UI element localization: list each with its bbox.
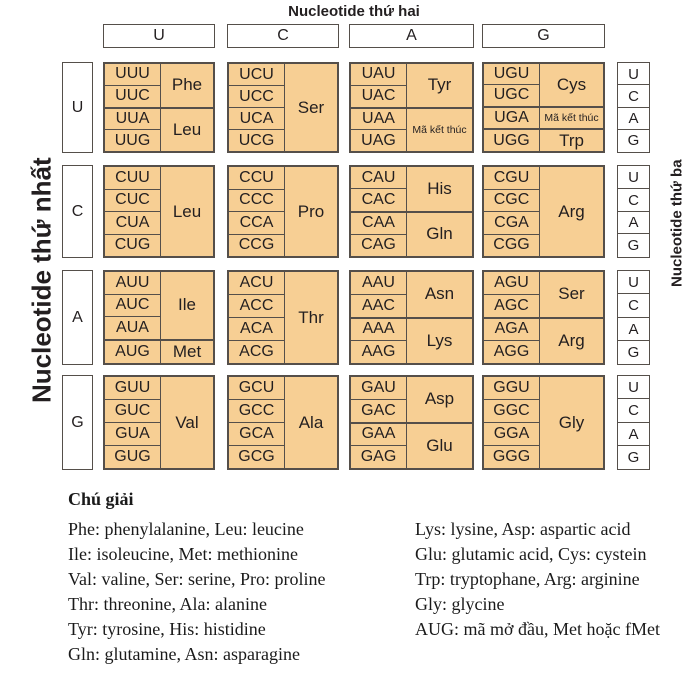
- amino-acid-cell: Leu: [172, 119, 202, 139]
- second-nucleotide-header-A: A: [349, 24, 474, 48]
- codon-block-UG: [482, 62, 605, 153]
- codon-cell: GAG: [351, 445, 406, 468]
- codon-group: [351, 377, 472, 422]
- codon-column: [351, 167, 407, 211]
- codon-cell: AUU: [115, 273, 150, 291]
- legend-line: Val: valine, Ser: serine, Pro: proline: [68, 569, 326, 589]
- codon-block-UC: [227, 62, 339, 153]
- codon-column: [105, 64, 161, 107]
- codon-cell: GGU: [493, 379, 530, 396]
- first-nucleotide-title: Nucleotide thứ nhất: [26, 157, 57, 403]
- legend-line: Lys: lysine, Asp: aspartic acid: [415, 519, 631, 539]
- codon-cell: CAU: [361, 168, 396, 186]
- codon-column: [484, 377, 540, 468]
- codon-cell: CUC: [105, 189, 160, 212]
- first-nucleotide-label-G: G: [62, 375, 93, 470]
- amino-acid-cell: Lys: [426, 330, 453, 350]
- legend-line: Tyr: tyrosine, His: histidine: [68, 619, 266, 639]
- codon-cell: CAC: [351, 188, 406, 210]
- legend-line: Trp: tryptophane, Arg: arginine: [415, 569, 640, 589]
- third-nucleotide-label: U: [617, 375, 650, 400]
- codon-cell: GGC: [484, 399, 539, 422]
- codon-column: [484, 130, 540, 151]
- codon-block-CC: [227, 165, 339, 258]
- codon-cell: AUA: [105, 316, 160, 339]
- first-nucleotide-label-A: A: [62, 270, 93, 365]
- codon-cell: UGU: [493, 65, 530, 83]
- amino-acid-cell: Cys: [556, 74, 587, 94]
- codon-group: [351, 167, 472, 211]
- codon-group: [105, 339, 213, 363]
- amino-acid-cell: Asp: [424, 389, 455, 409]
- codon-column: [105, 377, 161, 468]
- codon-cell: ACG: [229, 340, 284, 363]
- amino-acid-cell: Tyr: [427, 75, 452, 95]
- codon-column: [105, 341, 161, 363]
- codon-cell: UGG: [493, 131, 530, 149]
- codon-cell: AAG: [351, 340, 406, 363]
- amino-acid-cell: Gln: [426, 224, 453, 244]
- codon-column: [229, 167, 285, 256]
- codon-group: [351, 422, 472, 469]
- codon-cell: UCA: [229, 107, 284, 129]
- amino-acid-cell: Mã kết thúc: [412, 123, 467, 136]
- amino-acid-cell: Glu: [426, 435, 453, 455]
- codon-group: [484, 317, 603, 364]
- third-nucleotide-label: A: [617, 317, 650, 342]
- legend-line: Gly: glycine: [415, 594, 505, 614]
- amino-acid-cell: Mã kết thúc: [544, 111, 599, 124]
- third-nucleotide-stack-row-G: [617, 375, 650, 470]
- legend-line: Phe: phenylalanine, Leu: leucine: [68, 519, 304, 539]
- third-nucleotide-label: C: [617, 188, 650, 213]
- third-nucleotide-stack-row-C: [617, 165, 650, 258]
- codon-cell: CGU: [493, 168, 530, 186]
- codon-cell: AAA: [362, 320, 395, 338]
- legend-line: Thr: threonine, Ala: alanine: [68, 594, 267, 614]
- codon-block-CU: [103, 165, 215, 258]
- codon-cell: UCC: [229, 85, 284, 107]
- codon-group: [229, 167, 337, 256]
- codon-cell: AUC: [105, 294, 160, 317]
- codon-column: [484, 167, 540, 256]
- codon-cell: UUG: [105, 129, 160, 151]
- third-nucleotide-label: U: [617, 62, 650, 86]
- amino-acid-cell: Asn: [424, 284, 455, 304]
- codon-cell: UUU: [115, 65, 150, 83]
- codon-column: [351, 109, 407, 152]
- codon-cell: CUG: [105, 234, 160, 257]
- codon-cell: GUU: [114, 379, 151, 396]
- codon-block-GU: [103, 375, 215, 470]
- codon-group: [229, 377, 337, 468]
- third-nucleotide-label: G: [617, 340, 650, 365]
- third-nucleotide-label: C: [617, 398, 650, 423]
- codon-cell: CUU: [115, 168, 150, 186]
- codon-column: [229, 64, 285, 151]
- codon-cell: GCU: [238, 379, 275, 396]
- amino-acid-cell: Leu: [172, 201, 202, 221]
- codon-column: [484, 108, 540, 129]
- codon-column: [351, 213, 407, 257]
- codon-column: [105, 272, 161, 339]
- third-nucleotide-label: G: [617, 445, 650, 470]
- codon-group: [351, 211, 472, 257]
- codon-cell: GUC: [105, 399, 160, 422]
- amino-acid-cell: Ile: [178, 295, 196, 315]
- third-nucleotide-label: A: [617, 422, 650, 447]
- codon-column: [484, 319, 540, 364]
- codon-block-UU: [103, 62, 215, 153]
- codon-cell: CGG: [484, 234, 539, 257]
- codon-block-AG: [482, 270, 605, 365]
- amino-acid-cell: Pro: [297, 201, 325, 221]
- codon-block-AA: [349, 270, 474, 365]
- codon-cell: GAA: [361, 425, 396, 443]
- second-nucleotide-header-U: U: [103, 24, 215, 48]
- third-nucleotide-label: C: [617, 84, 650, 108]
- third-nucleotide-label: U: [617, 165, 650, 190]
- codon-cell: CAG: [351, 234, 406, 256]
- codon-cell: ACU: [239, 274, 274, 291]
- codon-cell: GAU: [361, 378, 396, 396]
- codon-group: [484, 377, 603, 468]
- codon-cell: AAC: [351, 294, 406, 317]
- legend-line: Gln: glutamine, Asn: asparagine: [68, 644, 300, 664]
- codon-cell: UGC: [484, 84, 539, 105]
- codon-group: [105, 167, 213, 256]
- codon-cell: GGG: [484, 445, 539, 468]
- codon-column: [351, 377, 407, 422]
- codon-group: [351, 107, 472, 152]
- codon-cell: CCA: [229, 211, 284, 234]
- codon-block-GC: [227, 375, 339, 470]
- codon-column: [105, 109, 161, 152]
- amino-acid-cell: Ser: [558, 284, 585, 304]
- legend-line: AUG: mã mở đầu, Met hoặc fMet: [415, 619, 660, 639]
- codon-block-CG: [482, 165, 605, 258]
- codon-block-GA: [349, 375, 474, 470]
- legend-heading: Chú giải: [68, 489, 134, 509]
- codon-cell: UAG: [351, 129, 406, 151]
- codon-group: [105, 64, 213, 107]
- third-nucleotide-label: A: [617, 107, 650, 131]
- codon-column: [229, 272, 285, 363]
- codon-cell: CCG: [229, 234, 284, 257]
- first-nucleotide-label-U: U: [62, 62, 93, 153]
- codon-group: [229, 64, 337, 151]
- codon-cell: UAC: [351, 85, 406, 107]
- codon-cell: AGG: [484, 340, 539, 363]
- amino-acid-cell: His: [427, 178, 452, 198]
- codon-column: [351, 319, 407, 364]
- codon-cell: AGC: [484, 294, 539, 317]
- amino-acid-cell: Ala: [298, 412, 324, 432]
- codon-cell: UCG: [229, 129, 284, 151]
- third-nucleotide-label: G: [617, 233, 650, 258]
- codon-cell: GUG: [105, 445, 160, 468]
- codon-column: [229, 377, 285, 468]
- legend-column-left: [68, 517, 325, 667]
- codon-cell: AGU: [494, 273, 529, 291]
- codon-cell: CGA: [484, 211, 539, 234]
- codon-cell: UAU: [361, 65, 396, 83]
- second-nucleotide-header-G: G: [482, 24, 605, 48]
- codon-cell: UUA: [115, 109, 150, 127]
- codon-column: [484, 272, 540, 317]
- third-nucleotide-label: A: [617, 211, 650, 236]
- amino-acid-cell: Gly: [558, 412, 585, 432]
- codon-cell: GGA: [484, 422, 539, 445]
- codon-cell: AGA: [494, 320, 529, 338]
- third-nucleotide-stack-row-U: [617, 62, 650, 153]
- codon-group: [351, 64, 472, 107]
- third-nucleotide-label: C: [617, 293, 650, 318]
- codon-cell: UCU: [239, 65, 274, 83]
- second-nucleotide-title: Nucleotide thứ hai: [288, 3, 420, 20]
- codon-group: [484, 64, 603, 106]
- second-nucleotide-header-C: C: [227, 24, 339, 48]
- codon-group: [105, 377, 213, 468]
- codon-block-CA: [349, 165, 474, 258]
- amino-acid-cell: Arg: [558, 330, 585, 350]
- codon-column: [105, 167, 161, 256]
- codon-cell: UAA: [362, 109, 395, 127]
- codon-cell: UUC: [105, 85, 160, 107]
- codon-block-AC: [227, 270, 339, 365]
- codon-group: [105, 272, 213, 339]
- codon-cell: GUA: [105, 422, 160, 445]
- codon-block-GG: [482, 375, 605, 470]
- codon-block-UA: [349, 62, 474, 153]
- first-nucleotide-label-C: C: [62, 165, 93, 258]
- codon-group: [351, 317, 472, 364]
- third-nucleotide-title: Nucleotide thứ ba: [668, 159, 686, 287]
- codon-group: [484, 272, 603, 317]
- amino-acid-cell: Thr: [298, 307, 324, 327]
- codon-cell: CUA: [105, 211, 160, 234]
- codon-group: [351, 272, 472, 317]
- codon-group: [105, 107, 213, 152]
- codon-cell: ACA: [229, 317, 284, 340]
- codon-cell: CCC: [229, 189, 284, 212]
- codon-cell: ACC: [229, 294, 284, 317]
- codon-column: [351, 64, 407, 107]
- third-nucleotide-label: G: [617, 129, 650, 153]
- codon-cell: GCG: [229, 445, 284, 468]
- codon-cell: CCU: [239, 168, 274, 186]
- codon-cell: CGC: [484, 189, 539, 212]
- legend-column-right: [415, 517, 660, 642]
- codon-cell: UGA: [494, 108, 529, 126]
- amino-acid-cell: Phe: [171, 75, 203, 95]
- codon-column: [351, 424, 407, 469]
- codon-block-AU: [103, 270, 215, 365]
- codon-group: [484, 167, 603, 256]
- codon-cell: GCC: [229, 399, 284, 422]
- third-nucleotide-stack-row-A: [617, 270, 650, 365]
- legend-line: Ile: isoleucine, Met: methionine: [68, 544, 298, 564]
- third-nucleotide-label: U: [617, 270, 650, 295]
- legend-line: Glu: glutamic acid, Cys: cystein: [415, 544, 647, 564]
- amino-acid-cell: Trp: [559, 130, 584, 150]
- amino-acid-cell: Val: [175, 412, 199, 432]
- codon-cell: GCA: [229, 422, 284, 445]
- amino-acid-cell: Ser: [297, 97, 325, 117]
- codon-cell: AUG: [115, 342, 150, 360]
- amino-acid-cell: Met: [172, 341, 202, 361]
- codon-group: [484, 106, 603, 129]
- codon-cell: GAC: [351, 399, 406, 422]
- codon-column: [484, 64, 540, 106]
- codon-cell: CAA: [362, 214, 395, 232]
- codon-group: [484, 128, 603, 151]
- amino-acid-cell: Arg: [558, 201, 585, 221]
- codon-column: [351, 272, 407, 317]
- codon-cell: AAU: [362, 273, 395, 291]
- codon-group: [229, 272, 337, 363]
